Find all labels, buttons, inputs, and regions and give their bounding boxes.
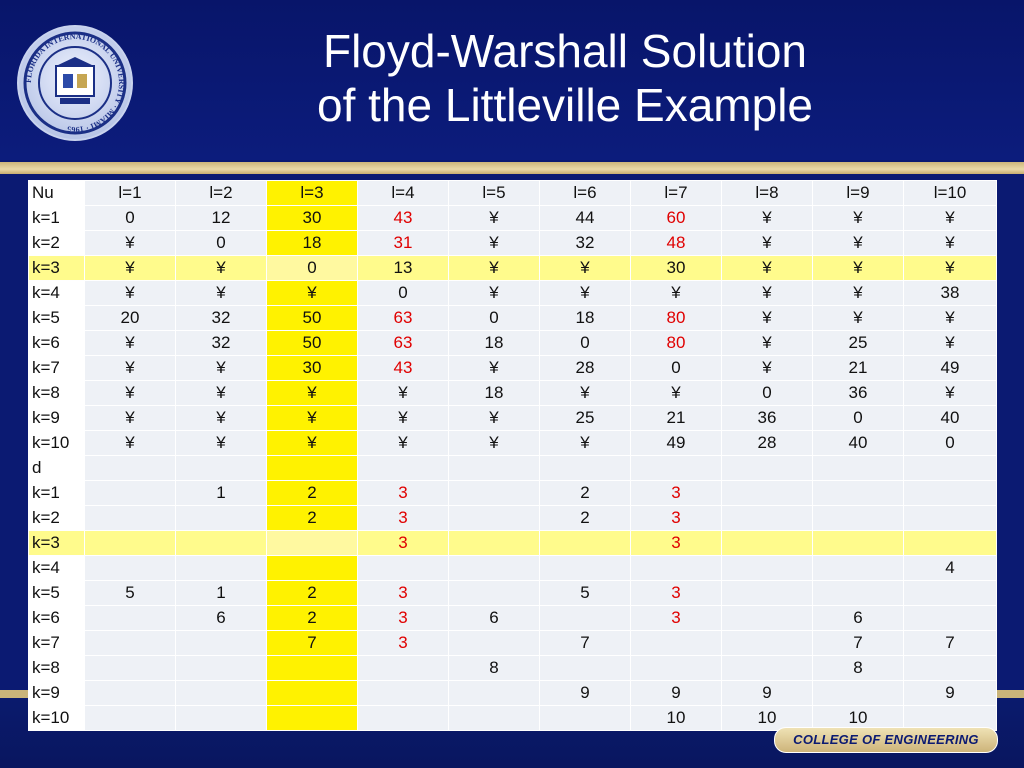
- table-cell: [540, 606, 631, 631]
- table-cell: 32: [176, 306, 267, 331]
- row-label-cell: k=5: [29, 581, 85, 606]
- table-cell: [631, 656, 722, 681]
- slide-title: [240, 24, 890, 132]
- table-cell: [813, 556, 904, 581]
- table-row: [29, 606, 997, 631]
- table-cell: [722, 456, 813, 481]
- table-cell: [267, 706, 358, 731]
- table-cell: [267, 681, 358, 706]
- table-cell: [540, 656, 631, 681]
- table-cell: 49: [631, 431, 722, 456]
- table-cell: 7: [540, 631, 631, 656]
- table-cell: l=4: [358, 181, 449, 206]
- row-label-cell: k=10: [29, 706, 85, 731]
- table-cell: 8: [449, 656, 540, 681]
- row-label-cell: k=7: [29, 356, 85, 381]
- table-cell: 10: [631, 706, 722, 731]
- table-cell: [631, 631, 722, 656]
- table-cell: ¥: [904, 206, 997, 231]
- table-cell: ¥: [722, 281, 813, 306]
- table-cell: [358, 456, 449, 481]
- table-cell: 0: [722, 381, 813, 406]
- table-cell: ¥: [449, 256, 540, 281]
- table-cell: l=3: [267, 181, 358, 206]
- table-cell: 18: [267, 231, 358, 256]
- table-cell: [813, 681, 904, 706]
- table-cell: 9: [540, 681, 631, 706]
- table-cell: [85, 681, 176, 706]
- table-cell: [449, 706, 540, 731]
- table-cell: 0: [85, 206, 176, 231]
- table-cell: 3: [631, 506, 722, 531]
- table-cell: [904, 606, 997, 631]
- table-row: [29, 281, 997, 306]
- table-cell: 3: [631, 481, 722, 506]
- header-gold-divider: [0, 162, 1024, 174]
- table-cell: [904, 481, 997, 506]
- table-row: [29, 531, 997, 556]
- table-cell: ¥: [449, 231, 540, 256]
- table-row: [29, 206, 997, 231]
- table-cell: [85, 706, 176, 731]
- row-label-cell: k=6: [29, 606, 85, 631]
- table-cell: ¥: [813, 256, 904, 281]
- table-cell: [449, 581, 540, 606]
- table-cell: [176, 531, 267, 556]
- table-cell: [85, 531, 176, 556]
- table-cell: ¥: [722, 356, 813, 381]
- table-cell: 7: [813, 631, 904, 656]
- table-row: [29, 681, 997, 706]
- table-cell: 43: [358, 206, 449, 231]
- table-cell: ¥: [358, 431, 449, 456]
- table-cell: ¥: [85, 281, 176, 306]
- table-cell: [176, 556, 267, 581]
- table-cell: 18: [449, 381, 540, 406]
- table-row: [29, 481, 997, 506]
- row-label-cell: k=3: [29, 256, 85, 281]
- table-cell: [722, 506, 813, 531]
- table-row: [29, 231, 997, 256]
- table-cell: ¥: [813, 306, 904, 331]
- table-cell: 1: [176, 481, 267, 506]
- table-cell: ¥: [449, 206, 540, 231]
- table-cell: l=10: [904, 181, 997, 206]
- table-row: [29, 331, 997, 356]
- table-cell: 5: [85, 581, 176, 606]
- table-row: [29, 256, 997, 281]
- table-cell: 9: [631, 681, 722, 706]
- table-cell: [722, 481, 813, 506]
- floyd-warshall-table: [28, 180, 997, 731]
- table-cell: [449, 506, 540, 531]
- table-cell: 0: [176, 231, 267, 256]
- table-cell: 2: [267, 606, 358, 631]
- table-cell: 10: [722, 706, 813, 731]
- table-cell: [813, 581, 904, 606]
- table-cell: 1: [176, 581, 267, 606]
- table-cell: ¥: [904, 306, 997, 331]
- row-label-cell: k=3: [29, 531, 85, 556]
- table-cell: [176, 506, 267, 531]
- table-cell: ¥: [176, 406, 267, 431]
- table-cell: 3: [358, 481, 449, 506]
- row-label-cell: k=4: [29, 556, 85, 581]
- table-cell: 32: [176, 331, 267, 356]
- row-label-cell: k=4: [29, 281, 85, 306]
- table-cell: [176, 631, 267, 656]
- table-cell: ¥: [358, 381, 449, 406]
- table-row: [29, 556, 997, 581]
- table-cell: ¥: [85, 431, 176, 456]
- slide-title-line-2: of the Littleville Example: [316, 79, 814, 131]
- table-cell: 44: [540, 206, 631, 231]
- seal-ring-text: FLORIDA INTERNATIONAL UNIVERSITY · MIAMI · 1965: [23, 31, 127, 135]
- table-cell: ¥: [722, 231, 813, 256]
- table-cell: [267, 656, 358, 681]
- table-cell: [722, 656, 813, 681]
- table-cell: 49: [904, 356, 997, 381]
- row-label-cell: k=1: [29, 481, 85, 506]
- table-cell: ¥: [540, 281, 631, 306]
- table-cell: 40: [813, 431, 904, 456]
- table-cell: 2: [267, 506, 358, 531]
- row-label-cell: k=8: [29, 381, 85, 406]
- row-label-cell: k=2: [29, 231, 85, 256]
- table-cell: 38: [904, 281, 997, 306]
- table-cell: 50: [267, 306, 358, 331]
- table-cell: [358, 681, 449, 706]
- table-cell: ¥: [722, 206, 813, 231]
- table-cell: [358, 556, 449, 581]
- table-cell: [540, 456, 631, 481]
- table-row: [29, 656, 997, 681]
- table-cell: [722, 606, 813, 631]
- table-cell: [358, 656, 449, 681]
- table-cell: l=6: [540, 181, 631, 206]
- university-seal-logo: [16, 24, 134, 142]
- table-cell: l=8: [722, 181, 813, 206]
- row-label-cell: k=6: [29, 331, 85, 356]
- slide-header: [0, 0, 1024, 160]
- table-cell: [631, 456, 722, 481]
- table-row: [29, 631, 997, 656]
- table-cell: l=2: [176, 181, 267, 206]
- table-cell: [722, 581, 813, 606]
- slide-title-line-1: Floyd-Warshall Solution: [322, 25, 808, 77]
- table-cell: ¥: [176, 356, 267, 381]
- table-cell: 6: [176, 606, 267, 631]
- table-cell: [449, 556, 540, 581]
- table-cell: ¥: [267, 281, 358, 306]
- table-cell: [267, 456, 358, 481]
- table-cell: 3: [358, 531, 449, 556]
- table-cell: l=1: [85, 181, 176, 206]
- row-label-cell: Nu: [29, 181, 85, 206]
- table-cell: 28: [540, 356, 631, 381]
- college-of-engineering-badge: COLLEGE OF ENGINEERING: [774, 727, 998, 753]
- table-row: [29, 381, 997, 406]
- table-cell: 0: [358, 281, 449, 306]
- table-cell: [904, 581, 997, 606]
- table-cell: 2: [540, 506, 631, 531]
- row-label-cell: d: [29, 456, 85, 481]
- table-cell: [813, 531, 904, 556]
- table-cell: [449, 456, 540, 481]
- table-row: [29, 306, 997, 331]
- table-cell: 10: [813, 706, 904, 731]
- table-cell: ¥: [85, 381, 176, 406]
- table-cell: 30: [631, 256, 722, 281]
- table-cell: [540, 556, 631, 581]
- table-cell: 0: [267, 256, 358, 281]
- table-cell: ¥: [176, 256, 267, 281]
- table-cell: [722, 531, 813, 556]
- table-cell: ¥: [85, 356, 176, 381]
- table-cell: 32: [540, 231, 631, 256]
- table-cell: 2: [267, 481, 358, 506]
- table-cell: 18: [449, 331, 540, 356]
- table-cell: 80: [631, 306, 722, 331]
- table-cell: 6: [813, 606, 904, 631]
- table-cell: [85, 481, 176, 506]
- table-cell: [540, 531, 631, 556]
- table-cell: 25: [540, 406, 631, 431]
- table-cell: [85, 606, 176, 631]
- table-cell: 3: [631, 581, 722, 606]
- table-cell: 7: [904, 631, 997, 656]
- table-cell: [904, 656, 997, 681]
- table-cell: 2: [540, 481, 631, 506]
- table-cell: ¥: [722, 256, 813, 281]
- table-row: [29, 431, 997, 456]
- table-cell: [813, 456, 904, 481]
- table-cell: [631, 556, 722, 581]
- table-cell: ¥: [267, 381, 358, 406]
- table-cell: ¥: [176, 431, 267, 456]
- table-cell: ¥: [267, 406, 358, 431]
- table-cell: ¥: [176, 381, 267, 406]
- table-cell: ¥: [449, 281, 540, 306]
- table-cell: 9: [904, 681, 997, 706]
- table-row: [29, 181, 997, 206]
- table-cell: 20: [85, 306, 176, 331]
- table-cell: 25: [813, 331, 904, 356]
- table-cell: 9: [722, 681, 813, 706]
- table-cell: ¥: [904, 331, 997, 356]
- table-cell: 40: [904, 406, 997, 431]
- table-cell: 4: [904, 556, 997, 581]
- table-cell: 3: [358, 631, 449, 656]
- table-row: [29, 456, 997, 481]
- table-cell: [540, 706, 631, 731]
- table-cell: 7: [267, 631, 358, 656]
- table-cell: [449, 681, 540, 706]
- table-cell: 2: [267, 581, 358, 606]
- table-cell: ¥: [267, 431, 358, 456]
- table-cell: 0: [813, 406, 904, 431]
- table-cell: ¥: [358, 406, 449, 431]
- table-cell: ¥: [813, 206, 904, 231]
- table-cell: [449, 531, 540, 556]
- table-cell: l=5: [449, 181, 540, 206]
- table-cell: [85, 456, 176, 481]
- table-cell: ¥: [904, 256, 997, 281]
- table-cell: [722, 631, 813, 656]
- table-cell: [449, 631, 540, 656]
- table-cell: 8: [813, 656, 904, 681]
- table-cell: 63: [358, 331, 449, 356]
- spreadsheet-area: [28, 180, 996, 727]
- table-cell: ¥: [540, 431, 631, 456]
- table-cell: 21: [813, 356, 904, 381]
- table-cell: [813, 506, 904, 531]
- table-cell: ¥: [85, 406, 176, 431]
- table-row: [29, 356, 997, 381]
- table-cell: [904, 531, 997, 556]
- table-cell: ¥: [540, 256, 631, 281]
- table-cell: 3: [631, 606, 722, 631]
- table-cell: [358, 706, 449, 731]
- table-cell: 60: [631, 206, 722, 231]
- table-cell: ¥: [904, 381, 997, 406]
- table-cell: 50: [267, 331, 358, 356]
- table-cell: 12: [176, 206, 267, 231]
- table-cell: ¥: [85, 331, 176, 356]
- table-cell: 6: [449, 606, 540, 631]
- table-cell: 31: [358, 231, 449, 256]
- table-cell: ¥: [631, 281, 722, 306]
- table-cell: 0: [904, 431, 997, 456]
- table-cell: [85, 506, 176, 531]
- table-cell: [267, 556, 358, 581]
- table-cell: 13: [358, 256, 449, 281]
- table-cell: [449, 481, 540, 506]
- table-cell: 18: [540, 306, 631, 331]
- table-cell: 0: [540, 331, 631, 356]
- table-cell: [813, 481, 904, 506]
- table-cell: 36: [722, 406, 813, 431]
- table-cell: [176, 706, 267, 731]
- table-cell: ¥: [813, 231, 904, 256]
- table-cell: 28: [722, 431, 813, 456]
- table-cell: 36: [813, 381, 904, 406]
- table-cell: [267, 531, 358, 556]
- table-cell: [85, 631, 176, 656]
- table-cell: ¥: [449, 431, 540, 456]
- row-label-cell: k=1: [29, 206, 85, 231]
- table-cell: [85, 556, 176, 581]
- row-label-cell: k=8: [29, 656, 85, 681]
- table-cell: 48: [631, 231, 722, 256]
- table-cell: [176, 681, 267, 706]
- table-cell: [904, 456, 997, 481]
- table-cell: [176, 456, 267, 481]
- row-label-cell: k=9: [29, 406, 85, 431]
- table-cell: 3: [358, 506, 449, 531]
- table-row: [29, 506, 997, 531]
- table-cell: 63: [358, 306, 449, 331]
- table-cell: ¥: [449, 406, 540, 431]
- table-cell: 3: [358, 581, 449, 606]
- table-cell: ¥: [904, 231, 997, 256]
- table-cell: 21: [631, 406, 722, 431]
- table-cell: 3: [631, 531, 722, 556]
- table-cell: ¥: [631, 381, 722, 406]
- table-cell: 3: [358, 606, 449, 631]
- row-label-cell: k=7: [29, 631, 85, 656]
- row-label-cell: k=9: [29, 681, 85, 706]
- table-cell: ¥: [540, 381, 631, 406]
- table-cell: 0: [631, 356, 722, 381]
- table-cell: ¥: [449, 356, 540, 381]
- table-cell: [176, 656, 267, 681]
- table-cell: [722, 556, 813, 581]
- table-cell: 5: [540, 581, 631, 606]
- table-cell: 43: [358, 356, 449, 381]
- table-cell: l=9: [813, 181, 904, 206]
- table-cell: ¥: [176, 281, 267, 306]
- table-row: [29, 581, 997, 606]
- table-cell: [904, 506, 997, 531]
- table-cell: ¥: [85, 231, 176, 256]
- table-cell: ¥: [85, 256, 176, 281]
- row-label-cell: k=10: [29, 431, 85, 456]
- table-cell: l=7: [631, 181, 722, 206]
- table-cell: ¥: [722, 306, 813, 331]
- table-cell: 30: [267, 206, 358, 231]
- table-cell: 30: [267, 356, 358, 381]
- table-cell: 0: [449, 306, 540, 331]
- table-cell: ¥: [722, 331, 813, 356]
- table-cell: ¥: [813, 281, 904, 306]
- table-cell: [85, 656, 176, 681]
- table-cell: 80: [631, 331, 722, 356]
- row-label-cell: k=2: [29, 506, 85, 531]
- row-label-cell: k=5: [29, 306, 85, 331]
- table-row: [29, 406, 997, 431]
